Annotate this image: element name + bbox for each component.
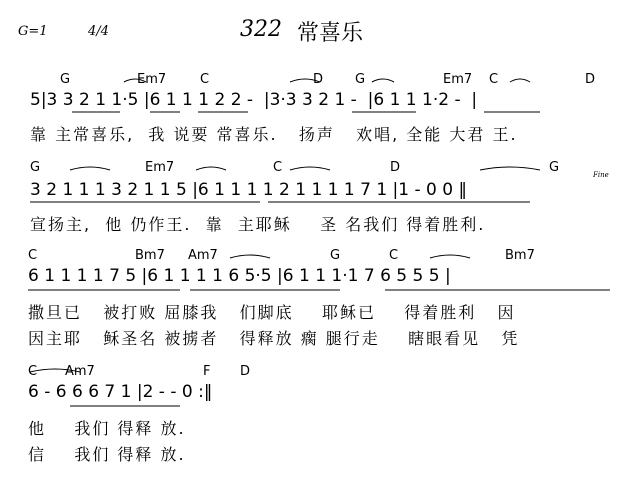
chord-symbol: Em7 (137, 72, 167, 87)
tie-arc (124, 79, 146, 82)
lyric-row: 宣扬主, 他 仍作王. 靠 主耶稣 圣 名我们 得着胜利. (30, 215, 486, 234)
tie-arc (430, 255, 470, 258)
chord-symbol: G (355, 72, 366, 87)
lyric-row: 因主耶 稣圣名 被掳者 得释放 瘸 腿行走 瞎眼看见 凭 (28, 329, 520, 348)
tie-arc (480, 167, 540, 170)
chord-symbol: Em7 (145, 160, 175, 175)
chord-symbol: G (330, 248, 341, 263)
chord-symbol: D (240, 364, 251, 379)
notation-row: 3 2 1 1 1 3 2 1 1 5 |6 1 1 1 1 2 1 1 1 1 7 1 |1 - 0 0 ‖ (30, 180, 467, 200)
chord-symbol: G (549, 160, 560, 175)
chord-symbol: Am7 (188, 248, 218, 263)
lyric-row: 撒旦已 被打败 屈膝我 们脚底 耶稣已 得着胜利 因 (28, 303, 516, 322)
chord-symbol: C (489, 72, 499, 87)
chord-symbol: C (28, 248, 38, 263)
chord-symbol: Bm7 (135, 248, 165, 263)
notation-row: 5|3 3 2 1 1·5 |6 1 1 1 2 2 - |3·3 3 2 1 - |6 1 1 1·2 - | (30, 90, 478, 110)
song-title: 常喜乐 (297, 21, 364, 46)
lyric-row: 靠 主常喜乐, 我 说要 常喜乐. 扬声 欢唱, 全能 大君 王. (30, 125, 518, 144)
chord-symbol: C (28, 364, 38, 379)
chord-symbol: C (200, 72, 210, 87)
time-signature: 4/4 (88, 24, 109, 39)
lyric-row: 他 我们 得释 放. (28, 419, 186, 438)
lyric-row: 信 我们 得释 放. (28, 445, 186, 464)
chord-symbol: C (273, 160, 283, 175)
chord-symbol: D (390, 160, 401, 175)
tie-arc (510, 79, 530, 82)
tie-arc (196, 167, 226, 170)
chord-symbol: G (30, 160, 41, 175)
chord-symbol: F (203, 364, 211, 379)
chord-symbol: D (313, 72, 324, 87)
tie-arc (30, 369, 80, 372)
key-signature: G=1 (18, 24, 48, 39)
tie-arc (290, 167, 330, 170)
song-number: 322 (240, 17, 282, 42)
tie-arc (230, 255, 270, 258)
chord-symbol: C (389, 248, 399, 263)
chord-symbol: D (585, 72, 596, 87)
tie-arc (290, 79, 320, 82)
chord-symbol: Am7 (65, 364, 95, 379)
chord-symbol: Bm7 (505, 248, 535, 263)
tie-arc (372, 79, 394, 82)
chord-symbol: G (60, 72, 71, 87)
fine-marker: Fine (593, 171, 609, 179)
notation-row: 6 - 6 6 6 7 1 |2 - - 0 :‖ (28, 382, 213, 402)
notation-row: 6 1 1 1 1 7 5 |6 1 1 1 1 6 5·5 |6 1 1 1·1 7 6 5 5 5 | (28, 266, 451, 286)
chord-symbol: Em7 (443, 72, 473, 87)
tie-arc (70, 167, 110, 170)
